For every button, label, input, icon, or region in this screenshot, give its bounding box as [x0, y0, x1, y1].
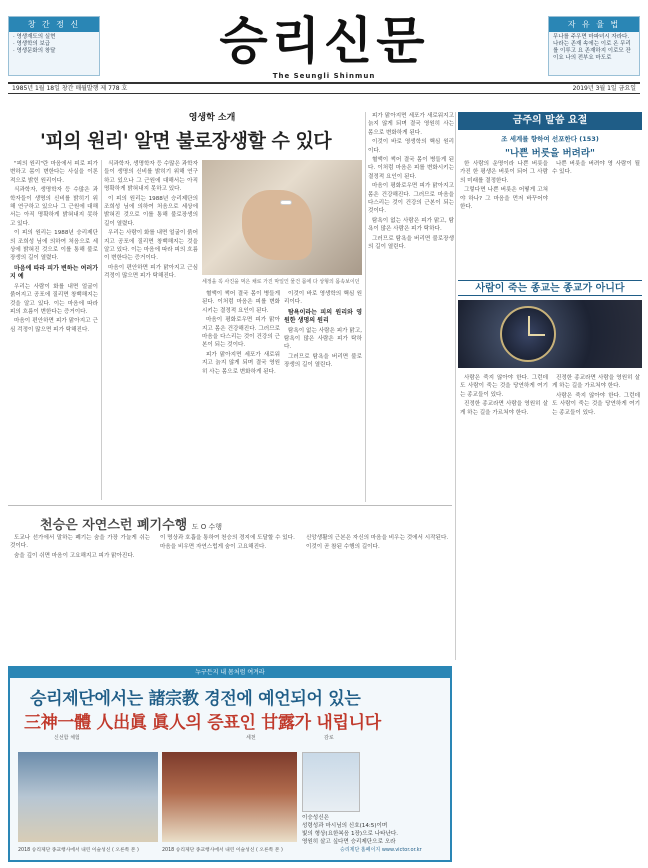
ad-label-1: 신선함 체험	[54, 735, 80, 741]
paragraph: 우리는 사람이 화를 내면 얼굴이 붉어지고 공포에 질리면 창백해지는 것을 알고 있다. 이는 마음에 따라 피의 흐름이 변한다는 증거이다.	[10, 283, 98, 315]
paragraph: "피의 원리"란 마음에서 피로 피가 변하고 몸이 변한다는 사실을 이론적으로 밝힌 원리이다.	[10, 161, 98, 184]
issue-info: 1985년 1월 18일 창간 매월발행 제 778 호	[12, 85, 128, 92]
ad-headline-2: 三神一體 人出眞 眞人의 증표인 甘露가 내립니다	[24, 713, 381, 733]
paragraph: 마음을 비우면 자연스럽게 숨이 고요해진다.	[160, 544, 267, 551]
paragraph: 식과학자, 생명학자 등 수많은 과학자들이 생명의 신비를 밝히기 위해 연구하고 있으나 그 근원에 대해서는 아직 명확하게 밝혀내지 못하고 있다.	[10, 187, 98, 227]
paragraph: 마음이 편안하면 피가 맑아지고 근심 걱정이 많으면 피가 탁해진다.	[104, 264, 198, 280]
paragraph: 마음이 편안하면 피가 맑아지고 근심 걱정이 많으면 피가 탁해진다.	[10, 318, 98, 333]
paragraph: 도교나 선가에서 말하는 폐기는 숨을 가장 가늘게 쉬는 것이다.	[10, 535, 150, 550]
paragraph: 혈액이 썩어 결국 몸이 병들게 된다. 이처럼 마음은 피를 변화시키는 결정적 요인이 된다.	[202, 291, 280, 314]
paragraph: 이것이 바로 영생학의 핵심 원리이다.	[368, 139, 454, 154]
founding-item: · 영생학의 보급	[13, 41, 51, 47]
middle-column-1	[10, 534, 150, 659]
paragraph: 사람은 죽지 않아야 한다. 그런데도 사람이 죽는 것을 당연하게 여기는 종교들이 있다.	[552, 392, 640, 416]
ad-headline-1: 승리제단에서는 諸宗教 경전에 예언되어 있는	[30, 689, 361, 709]
middle-headline	[40, 514, 310, 533]
ad-label-3: 감로	[324, 735, 334, 741]
lead-column-right	[368, 112, 454, 502]
ad-info-line: 이승성신은	[302, 815, 330, 821]
ad-caption-2: 2018 승리제단 종교행사에서 내린 이슬성신 ( 오른쪽 본 )	[162, 848, 283, 853]
paragraph: 사람은 죽지 않아야 한다. 그런데도 사람이 죽는 것을 당연하게 여기는 종교들이 있다.	[460, 375, 548, 398]
lead-column-2	[104, 160, 198, 500]
ad-box	[8, 666, 452, 862]
ad-info-line: 빛의 형상(요한복음 1장)으로 나타난다.	[302, 831, 399, 837]
ad-header: 누구든지 내 몸처럼 여겨라	[10, 668, 450, 678]
middle-title-text: 천승은 자연스런 폐기수행	[40, 518, 188, 533]
subheading: 탐욕이라는 피의 원리와 영원한 생명의 원리	[284, 308, 362, 325]
lead-headline: '피의 원리' 알면 불로장생할 수 있다	[40, 130, 332, 152]
paragraph: 진정한 종교라면 사람을 영원히 살게 하는 길을 가르쳐야 한다.	[460, 401, 548, 416]
paragraph: 한 사람의 운명이라 나쁜 버릇을 가진 한 평생은 버릇이 되어 그 사람의 미래를 결정한다.	[460, 161, 548, 184]
middle-column-3	[302, 534, 452, 659]
weekly-verse-text-2	[552, 160, 640, 270]
issue-date: 2019년 3월 1일 금요일	[572, 85, 636, 92]
weekly-verse-series: 조 세계를 향하여 선포한다 (153)	[501, 135, 599, 143]
subheading: 마음에 따라 피가 변하는 여러가지 예	[10, 264, 98, 281]
lead-column-3	[202, 290, 280, 502]
clock-shape	[500, 306, 556, 362]
founding-spirit-items	[9, 32, 99, 57]
pill-shape	[280, 200, 292, 205]
lead-column-1	[10, 160, 98, 500]
paragraph: 이것이 바로 영생학의 핵심 원리이다.	[284, 291, 362, 306]
weekly-verse-title: "나쁜 버릇을 버려라"	[505, 148, 595, 159]
ad-caption-1: 2018 승리제단 종교행사에서 내린 이슬성신 ( 오른쪽 본 )	[18, 848, 139, 853]
paragraph: 우리는 사람이 화를 내면 얼굴이 붉어지고 공포에 질리면 창백해지는 것을 알고 있다. 이는 마음에 따라 피의 흐름이 변한다는 증거이다.	[104, 230, 198, 262]
middle-author: 도 O 수행	[191, 523, 222, 531]
lead-kicker: 영생학 소개	[188, 113, 236, 123]
free-law-title: 자 유 율 법	[549, 17, 639, 32]
free-law-text: 무나를 주우면 마파녀시 자라다. 나라는 존재 속에는 이로 온 무리를 이루고 요 존재하지 이로모 잔이요 나의 전부요 마도로	[553, 34, 631, 61]
masthead-title: 승리신문	[219, 12, 429, 70]
paragraph: 이 명상과 호흡을 통하여 천승의 경지에 도달할 수 있다.	[160, 535, 295, 541]
middle-column-2	[156, 534, 296, 659]
paragraph: 피가 맑아지면 세포가 새로워지고 늙지 않게 되며 결국 영원히 사는 몸으로 변화하게 된다.	[202, 351, 280, 375]
masthead-subtitle: The Seungli Shinmun	[272, 72, 376, 80]
photo-caption: 세정을 꼭 사진을 먹은 채로 가진 막일인 물건 몸에 다 상형의 몸속보이던	[202, 279, 360, 285]
paragraph: 신앙생활의 근본은 자신의 마음을 비우는 것에서 시작된다.	[306, 535, 449, 541]
paragraph: 피가 맑아지면 세포가 새로워지고 늙지 않게 되며 결국 영원히 사는 몸으로 변화하게 된다.	[368, 113, 454, 136]
clock-photo	[458, 300, 642, 368]
ad-info-line: 성령성과 마시님의 신호(14:5)이며	[302, 823, 388, 829]
paragraph: 식과학자, 생명학자 등 수많은 과학자들이 생명의 신비를 밝히기 위해 연구하고 있으나 그 근원에 대해서는 아직 명확하게 밝혀내지 못하고 있다.	[104, 161, 198, 193]
paragraph: 이것이 곧 참된 수행의 길이다.	[306, 544, 380, 551]
paragraph: 마음이 평화로우면 피가 맑아지고 몸은 건강해진다. 그러므로 마음을 다스리는 것이 건강의 근본이 되는 것이다.	[368, 183, 454, 215]
lead-column-4	[284, 290, 362, 502]
paragraph: 숨을 깊이 쉬면 마음이 고요해지고 피가 맑아진다.	[14, 552, 135, 559]
religion-text-1	[460, 374, 548, 860]
ad-info-line: 영원히 살고 싶다면 승리제단으로 오라	[302, 839, 396, 845]
paragraph: 나쁜 버릇을 버려야 영 사람이 될 수 있다.	[552, 161, 640, 176]
paragraph: 탐욕이 없는 사람은 피가 맑고, 탐욕이 많은 사람은 피가 탁하다.	[284, 327, 362, 351]
founding-spirit-box	[8, 16, 100, 76]
dateline	[8, 82, 640, 94]
paragraph: 탐욕이 없는 사람은 피가 맑고, 탐욕이 많은 사람은 피가 탁하다.	[368, 217, 454, 233]
paragraph: 이 피의 원리는 1988년 승리제단의 조희성 님에 의하여 처음으로 세상에 밝혀진 것으로 이를 통해 불로장생의 길이 열렸다.	[104, 195, 198, 227]
ad-info	[302, 814, 448, 846]
paragraph: 이 피의 원리는 1988년 승리제단의 조희성 님에 의하여 처음으로 세상에 밝혀진 것으로 이를 통해 불로장생의 길이 열렸다.	[10, 230, 98, 262]
ad-photo-ceremony	[18, 752, 158, 842]
paragraph: 진정한 종교라면 사람을 영원히 살게 하는 길을 가르쳐야 한다.	[552, 375, 640, 390]
hand-pill-photo	[202, 160, 362, 275]
ad-label-2: 세천	[246, 735, 256, 741]
ad-photo-hall	[162, 752, 297, 842]
paragraph: 마음이 평화로우면 피가 맑아지고 몸은 건강해진다. 그러므로 마음을 다스리는 것이 건강의 근본이 되는 것이다.	[202, 317, 280, 349]
religion-text-2	[552, 374, 640, 860]
hand-shape	[242, 190, 312, 260]
founding-spirit-title: 창 간 정 신	[9, 17, 99, 32]
ad-website[interactable]: 승리제단 홈페이지 www.victor.or.kr	[340, 847, 422, 853]
ad-photo-dew	[302, 752, 360, 812]
weekly-verse-header: 금주의 말씀 요절	[458, 112, 642, 130]
weekly-verse-text-1	[460, 160, 548, 270]
free-law-box	[548, 16, 640, 76]
paragraph: 그러므로 탐욕을 버리면 불로장생의 길이 열린다.	[368, 235, 454, 251]
paragraph: 그러므로 탐욕을 버리면 불로장생의 길이 열린다.	[284, 353, 362, 369]
founding-item: · 영생문화의 창달	[13, 48, 56, 54]
paragraph: 혈액이 썩어 결국 몸이 병들게 된다. 이처럼 마음은 피를 변화시키는 결정적 요인이 된다.	[368, 157, 454, 180]
religion-headline: 사람이 죽는 종교는 종교가 아니다	[458, 280, 642, 296]
paragraph: 그렇다면 나쁜 버릇은 어떻게 고쳐야 하나? 그 마음을 먼저 바꾸어야 한다.	[460, 187, 548, 211]
founding-item: · 영생재도의 실현	[13, 34, 56, 40]
